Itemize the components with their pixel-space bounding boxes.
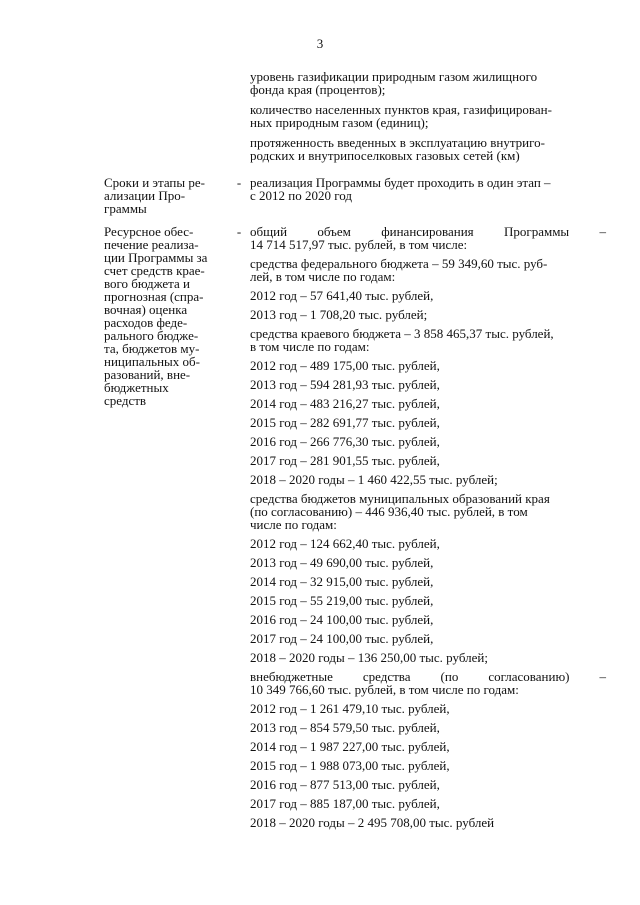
federal-line: средства федерального бюджета – 59 349,60 тыс. руб- xyxy=(250,256,548,271)
regional-year-item: 2018 – 2020 годы – 1 460 422,55 тыс. рублей; xyxy=(250,472,498,487)
municipal-year-item: 2012 год – 124 662,40 тыс. рублей, xyxy=(250,536,440,551)
indicator-line: ных природным газом (единиц); xyxy=(250,115,429,130)
municipal-year-item: 2014 год – 32 915,00 тыс. рублей, xyxy=(250,574,434,589)
regional-budget xyxy=(250,327,606,353)
label-line: ниципальных об- xyxy=(104,354,200,369)
municipal-line: средства бюджетов муниципальных образований края xyxy=(250,491,550,506)
label-line: рального бюдже- xyxy=(104,328,199,343)
stages-label xyxy=(104,176,224,215)
indicator-line: уровень газификации природным газом жилищного xyxy=(250,69,538,84)
extrabudget-year-item: 2017 год – 885 187,00 тыс. рублей, xyxy=(250,796,440,811)
regional-year-item: 2013 год – 594 281,93 тыс. рублей, xyxy=(250,377,440,392)
resources-label xyxy=(104,225,224,407)
extrabudget-line: 10 349 766,60 тыс. рублей, в том числе по годам: xyxy=(250,682,519,697)
municipal-budget xyxy=(250,492,606,531)
label-line: ализации Про- xyxy=(104,188,186,203)
total-financing xyxy=(250,225,606,251)
label-line: печение реализа- xyxy=(104,237,199,252)
indicator-network-length xyxy=(250,136,606,162)
federal-year-item: 2013 год – 1 708,20 тыс. рублей; xyxy=(250,307,428,322)
label-line: Сроки и этапы ре- xyxy=(104,175,205,190)
total-line: общий объем финансирования Программы – xyxy=(250,224,606,239)
label-line: Ресурсное обес- xyxy=(104,224,194,239)
total-line: 14 714 517,97 тыс. рублей, в том числе: xyxy=(250,237,468,252)
label-line: средств xyxy=(104,393,147,408)
label-line: прогнозная (спра- xyxy=(104,289,204,304)
federal-line: лей, в том числе по годам: xyxy=(250,269,396,284)
extrabudget-year-item: 2015 год – 1 988 073,00 тыс. рублей, xyxy=(250,758,450,773)
federal-year-item: 2012 год – 57 641,40 тыс. рублей, xyxy=(250,288,434,303)
regional-year-item: 2017 год – 281 901,55 тыс. рублей, xyxy=(250,453,440,468)
extrabudget-year-item: 2012 год – 1 261 479,10 тыс. рублей, xyxy=(250,701,450,716)
regional-year-item: 2014 год – 483 216,27 тыс. рублей, xyxy=(250,396,440,411)
municipal-line: числе по годам: xyxy=(250,517,337,532)
label-line: граммы xyxy=(104,201,147,216)
label-line: ции Программы за xyxy=(104,250,208,265)
extrabudget-year-item: 2018 – 2020 годы – 2 495 708,00 тыс. рублей xyxy=(250,815,495,830)
stages-line: реализация Программы будет проходить в один этап – xyxy=(250,175,551,190)
municipal-year-item: 2015 год – 55 219,00 тыс. рублей, xyxy=(250,593,434,608)
indicator-line: количество населенных пунктов края, газифицирован- xyxy=(250,102,552,117)
municipal-year-item: 2016 год – 24 100,00 тыс. рублей, xyxy=(250,612,434,627)
regional-year-item: 2012 год – 489 175,00 тыс. рублей, xyxy=(250,358,440,373)
indicator-line: родских и внутрипоселковых газовых сетей (км) xyxy=(250,148,520,163)
extrabudget-line: внебюджетные средства (по согласованию) – xyxy=(250,669,606,684)
municipal-line: (по согласованию) – 446 936,40 тыс. рублей, в том xyxy=(250,504,528,519)
stages-line: с 2012 по 2020 год xyxy=(250,188,352,203)
resources-text xyxy=(250,225,606,829)
indicator-settlements-count xyxy=(250,103,606,129)
label-line: счет средств крае- xyxy=(104,263,205,278)
label-line: вочная) оценка xyxy=(104,302,188,317)
resources-dash: - xyxy=(236,224,242,239)
label-line: та, бюджетов му- xyxy=(104,341,200,356)
extrabudget-year-item: 2014 год – 1 987 227,00 тыс. рублей, xyxy=(250,739,450,754)
extrabudget-funds xyxy=(250,670,606,696)
page-number: 3 xyxy=(316,36,324,51)
label-line: разований, вне- xyxy=(104,367,191,382)
label-line: расходов феде- xyxy=(104,315,188,330)
indicators-list xyxy=(250,70,606,162)
indicator-line: фонда края (процентов); xyxy=(250,82,386,97)
federal-budget xyxy=(250,257,606,283)
extrabudget-year-item: 2016 год – 877 513,00 тыс. рублей, xyxy=(250,777,440,792)
stages-text xyxy=(250,176,606,202)
municipal-year-item: 2017 год – 24 100,00 тыс. рублей, xyxy=(250,631,434,646)
indicator-line: протяженность введенных в эксплуатацию внутриго- xyxy=(250,135,545,150)
label-line: вого бюджета и xyxy=(104,276,190,291)
label-line: бюджетных xyxy=(104,380,169,395)
regional-line: средства краевого бюджета – 3 858 465,37 тыс. рублей, xyxy=(250,326,554,341)
municipal-year-item: 2018 – 2020 годы – 136 250,00 тыс. рублей; xyxy=(250,650,488,665)
regional-year-item: 2015 год – 282 691,77 тыс. рублей, xyxy=(250,415,440,430)
extrabudget-year-item: 2013 год – 854 579,50 тыс. рублей, xyxy=(250,720,440,735)
municipal-year-item: 2013 год – 49 690,00 тыс. рублей, xyxy=(250,555,434,570)
regional-line: в том числе по годам: xyxy=(250,339,370,354)
indicator-gasification-level xyxy=(250,70,606,96)
stages-dash: - xyxy=(236,175,242,190)
regional-year-item: 2016 год – 266 776,30 тыс. рублей, xyxy=(250,434,440,449)
